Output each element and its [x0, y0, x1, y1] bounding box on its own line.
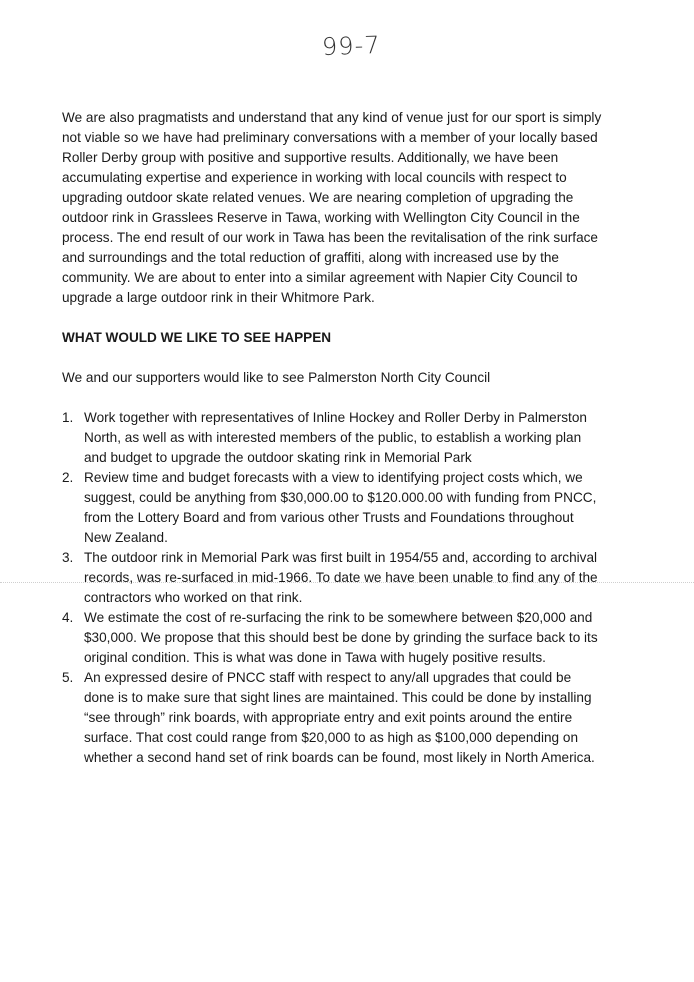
recommendation-list: [62, 408, 602, 768]
list-item-text: Work together with representatives of Inline Hockey and Roller Derby in Palmerston North, as well as with interested members of the public, to establish a working plan and budget to upgrade the outdoor skating rink in Memorial Park: [84, 410, 587, 465]
list-item-number: 2.: [62, 470, 74, 485]
list-item-text: Review time and budget forecasts with a view to identifying project costs which, we suggest, could be anything from $30,000.00 to $120.000.00 with funding from PNCC, from the Lottery Board and from various other Trusts and Foundations throughout New Zealand.: [84, 470, 597, 545]
list-item: [62, 608, 602, 668]
list-item-number: 5.: [62, 670, 74, 685]
list-item: [62, 668, 602, 768]
list-item-number: 3.: [62, 550, 74, 565]
paragraph-1: We are also pragmatists and understand that any kind of venue just for our sport is simply not viable so we have had preliminary conversations with a member of your locally based Roller Derby group with positive and supportive results. Additionally, we have been accumulating expertise and experience in working with local councils with respect to upgrading outdoor skate related venues. We are nearing completion of upgrading the outdoor rink in Grasslees Reserve in Tawa, working with Wellington City Council in the process. The end result of our work in Tawa has been the revitalisation of the rink surface and surroundings and the total reduction of graffiti, along with increased use by the community. We are about to enter into a similar agreement with Napier City Council to upgrade a large outdoor rink in their Whitmore Park.: [62, 110, 602, 305]
list-item: [62, 548, 602, 608]
list-item: [62, 408, 602, 468]
list-item: [62, 468, 602, 548]
document-body: [62, 108, 602, 768]
list-item-number: 4.: [62, 610, 74, 625]
section-heading: WHAT WOULD WE LIKE TO SEE HAPPEN: [62, 330, 332, 345]
list-item-text: We estimate the cost of re-surfacing the rink to be somewhere between $20,000 and $30,000. We propose that this should best be done by grinding the surface back to its original condition. This is what was done in Tawa with hugely positive results.: [84, 610, 598, 665]
list-item-number: 1.: [62, 410, 74, 425]
list-item-text: An expressed desire of PNCC staff with respect to any/all upgrades that could be done is to make sure that sight lines are maintained. This could be done by installing “see through” rink boards, with appropriate entry and exit points around the entire surface. That cost could range from $20,000 to as high as $100,000 depending on whether a second hand set of rink boards can be found, most likely in North America.: [84, 670, 595, 765]
list-item-text: The outdoor rink in Memorial Park was first built in 1954/55 and, according to archival records, was re-surfaced in mid-1966. To date we have been unable to find any of the contractors who worked on that rink.: [84, 550, 598, 605]
intro-sentence: We and our supporters would like to see Palmerston North City Council: [62, 370, 491, 385]
handwritten-page-number: 99-7: [321, 30, 381, 62]
